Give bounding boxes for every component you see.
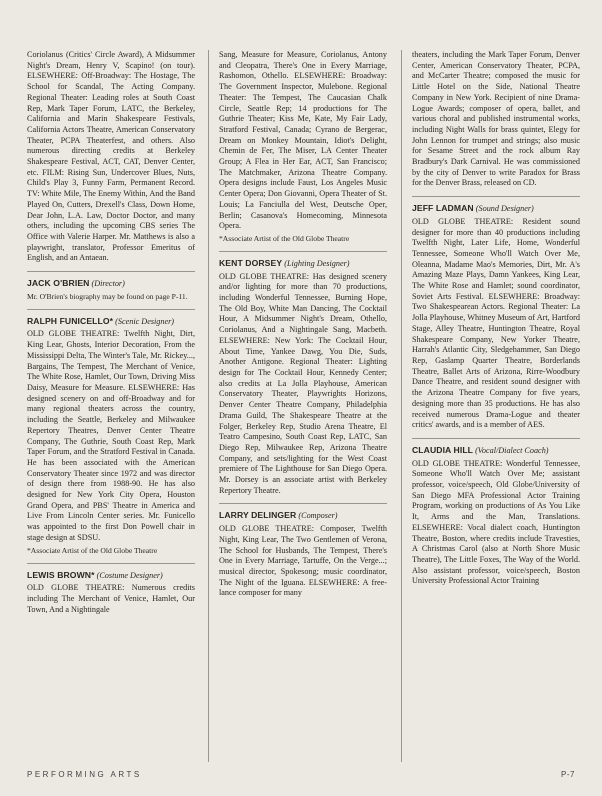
entry-divider	[219, 503, 387, 504]
bio-name: RALPH FUNICELLO*	[27, 315, 114, 326]
entry-divider	[219, 251, 387, 252]
page-footer	[27, 770, 575, 779]
bio-name: LARRY DELINGER	[219, 510, 297, 521]
bio-text: OLD GLOBE THEATRE: Numerous credits including The Merchant of Venice, Hamlet, Our Town, And a Nightingale	[27, 583, 195, 614]
bio-entry	[27, 278, 195, 302]
bio-role: (Vocal/Dialect Coach)	[475, 445, 549, 455]
bio-name: KENT DORSEY	[219, 257, 283, 268]
associate-artist-note: *Associate Artist of the Old Globe Theatre	[219, 233, 350, 243]
bio-text: OLD GLOBE THEATRE: Twelfth Night, Dirt, King Lear, Ghosts, Interior Decoration, From the Mississippi Delta, The Winter's Tale, Mr. Rickey..., Bargains, The Tempest, The Merchant of Venice, The White Rose, Hamlet, Our Town, Driving Miss Daisy, Measure for Measure. ELSEWHERE: Has designed scenery on and off-Broadway and for many regional theaters across the country, including the Seattle, Berkeley and Milwaukee Repertory Theatres, Denver Center Theatre Company, The Guthrie, South Coast Rep, Mark Taper Forum, and the Stratford Festival in Canada. He has been associated with the American Conservatory Theater since 1972 and was director of design there from 1988-90. He has also designed for New York City Opera, Houston Grand Opera, and PBS' Theatre in America and Live From Lincoln Center series. Mr. Funicello was appointed to the first Don Powell chair in stage design at SDSU.	[27, 329, 195, 542]
bio-text: OLD GLOBE THEATRE: Has designed scenery and/or lighting for more than 70 productions, including Wonderful Tennessee, Burning Hope, The Old Boy, White Man Dancing, The Cocktail Hour, A Midsummer Night's Dream, Othello, Coriolanus, And a Nightingale Sang, Macbeth. ELSEWHERE: New York: The Cocktail Hour, About Time, Yankee Dawg, You Die, Suds, Another Antigone. Regional Theater: Lighting design for The Cocktail Hour, Kennedy Center; also credits at La Jolla Playhouse, American Conservatory Theater, Playwrights Horizons, Denver Center Theatre Company, Philadelphia Drama Guild, The Shakespeare Theatre at the Folger, Berkeley Rep, Studio Arena Theatre, El Teatro Campesino, South Coast Rep, LATC, San Diego Rep, Milwaukee Rep, Arizona Theatre Company, and sets/lighting for the West Coast premiere of The Lighthouse for San Diego Opera. Mr. Dorsey is an associate artist with Berkeley Repertory Theatre.	[219, 271, 387, 495]
entry-divider	[412, 438, 580, 439]
column-divider	[401, 50, 402, 762]
publication-name: PERFORMING ARTS	[27, 770, 142, 779]
middle-column	[219, 50, 387, 606]
bio-entry	[219, 510, 387, 599]
bio-continuation: Sang, Measure for Measure, Coriolanus, Antony and Cleopatra, There's One in Every Marriage, Rashomon, Othello. ELSEWHERE: Broadway: The Government Inspector, Mulebone. Regional Theater: The Tempest, The Caucasian Chalk Circle, Seattle Rep; 14 productions for The Guthrie Theater; Kiss Me, Kate, My Fair Lady, Stratford Festival, Canada; Cyrano de Bergerac, Dream on Monkey Mountain, Idiot's Delight, Chemin de Fer, The Miser, LA Center Theater Group; A Flea in Her Ear, ACT, San Francisco; The Matchmaker, Arizona Theatre Company. Opera designs include Faust, Los Angeles Music Center Opera; Don Giovanni, Opera Theater of St. Louis; La Fanciulla del West, Deutsche Oper, Berlin; Casanova's Homecoming, Minnesota Opera.	[219, 50, 387, 231]
page-number: P-7	[561, 770, 575, 779]
bio-role: (Director)	[91, 279, 125, 289]
bio-entry	[27, 570, 195, 616]
bio-entry	[412, 445, 580, 587]
associate-artist-note: *Associate Artist of the Old Globe Theatre	[27, 545, 158, 555]
bio-entry	[219, 258, 387, 496]
entry-divider	[27, 563, 195, 564]
column-divider	[208, 50, 209, 762]
bio-name: LEWIS BROWN*	[27, 569, 95, 580]
bio-role: (Composer)	[298, 511, 338, 521]
entry-divider	[27, 309, 195, 310]
bio-role: (Sound Designer)	[475, 204, 534, 214]
entry-divider	[27, 271, 195, 272]
bio-role: (Scenic Designer)	[115, 316, 175, 326]
bio-entry	[412, 203, 580, 431]
bio-name: CLAUDIA HILL	[412, 444, 474, 455]
bio-role: (Costume Designer)	[96, 570, 163, 580]
bio-text: OLD GLOBE THEATRE: Wonderful Tennessee, Someone Who'll Watch Over Me; assistant professor, voice/speech, Old Globe/University of San Diego MFA Professional Actor Training Program, working on productions of As You Like It, Arms and the Man, Translations. ELSEWHERE: Vocal dialect coach, Huntington Theatre, Boston, where credits include Travesties, A Christmas Carol (also at North Shore Music Theatre), The Little Foxes, The Way of the World. Also assistant professor, voice/speech, Boston University Professional Actor Training	[412, 458, 580, 586]
bio-text: OLD GLOBE THEATRE: Composer, Twelfth Night, King Lear, The Two Gentlemen of Verona, The School for Husbands, The Tempest, There's One in Every Marriage, Tartuffe, On the Verge...; musical director, Spokesong; music coordinator, The Night of the Iguana. ELSEWHERE: A free-lance composer for many	[219, 524, 387, 598]
left-column	[27, 50, 195, 622]
right-column	[412, 50, 580, 594]
bio-continuation: Coriolanus (Critics' Circle Award), A Midsummer Night's Dream, Henry V, Scapino! (on tour). ELSEWHERE: Off-Broadway: The Hostage, The School for Scandal, The Acting Company. Regional Theater: Leading roles at South Coast Rep, Mark Taper Forum, LATC, the Berkeley, California and Marin Shakespeare Festivals, California Actors Theatre, American Conservatory Theater, PCPA Theaterfest, and others. Also numerous directing credits at Berkeley Shakespeare Festival, ACT, CAT, Denver Center, etc. FILM: Rising Sun, Undercover Blues, Nuts, Child's Play 3, Funny Farm, Permanent Record. TV: White Mile, The Enemy Within, And the Band Played On, Cutters, Drexell's Class, Down Home, Dear John, L.A. Law, Doctor Doctor, and many others, including the upcoming CBS series The Office with Valerie Harper. Mr. Matthews is also a playwright, translator, Professor Emeritus of English, and an Antaean.	[27, 50, 195, 263]
bio-name: JEFF LADMAN	[412, 203, 474, 214]
bio-continuation: theaters, including the Mark Taper Forum, Denver Center, American Conservatory Theater, PCPA, and McCarter Theatre; composed the music for Little Hotel on the Side, National Theatre Company in New York. Recipient of nine Drama-Logue Awards; composer of opera, ballet, and various choral and published instrumental works, including Night Walls for brass quintet, Elegy for John Lennon for trumpet and strings; also music for Sesame Street and the rock album Ray Bradbury's Dark Carnival. He was commissioned by the city of Denver to write Paradox for Brass for the Denver Brass, released on CD.	[412, 50, 580, 188]
bio-name: JACK O'BRIEN	[27, 278, 90, 289]
entry-divider	[412, 196, 580, 197]
bio-entry	[27, 316, 195, 556]
bio-text: OLD GLOBE THEATRE: Resident sound designer for more than 40 productions including Twelfth Night, Later Life, Home, Wonderful Tennessee, Someone Who'll Watch Over Me, Oleanna, Madame Mao's Memories, Dirt, Mr. A's Amazing Maze Plays, Damn Yankees, King Lear, The White Rose and Hamlet; sound coordinator, Soviet Arts Festival. ELSEWHERE: Broadway: Two Shakespearean Actors. Regional Theater: La Jolla Playhouse, Whitney Museum of Art, Hartford Stage, Alley Theatre, Huntington Theatre, Royal Shakespeare Company, New Yorker Theatre, Harrah's Atlantic City, Sledgehammer, San Diego Rep, Gaslamp Quarter Theatre, Borderlands Theatre, Ballet Arts of Arizona, Rirre-Woodbury Dance Theatre, and resident sound designer with the Arizona Theatre Company for five years, designing more than 35 productions. He has also received numerous Drama-Logue and theater critics' awards, and is a member of AES.	[412, 216, 580, 430]
bio-text: Mr. O'Brien's biography may be found on page P-11.	[27, 291, 188, 301]
bio-role: (Lighting Designer)	[284, 258, 350, 268]
